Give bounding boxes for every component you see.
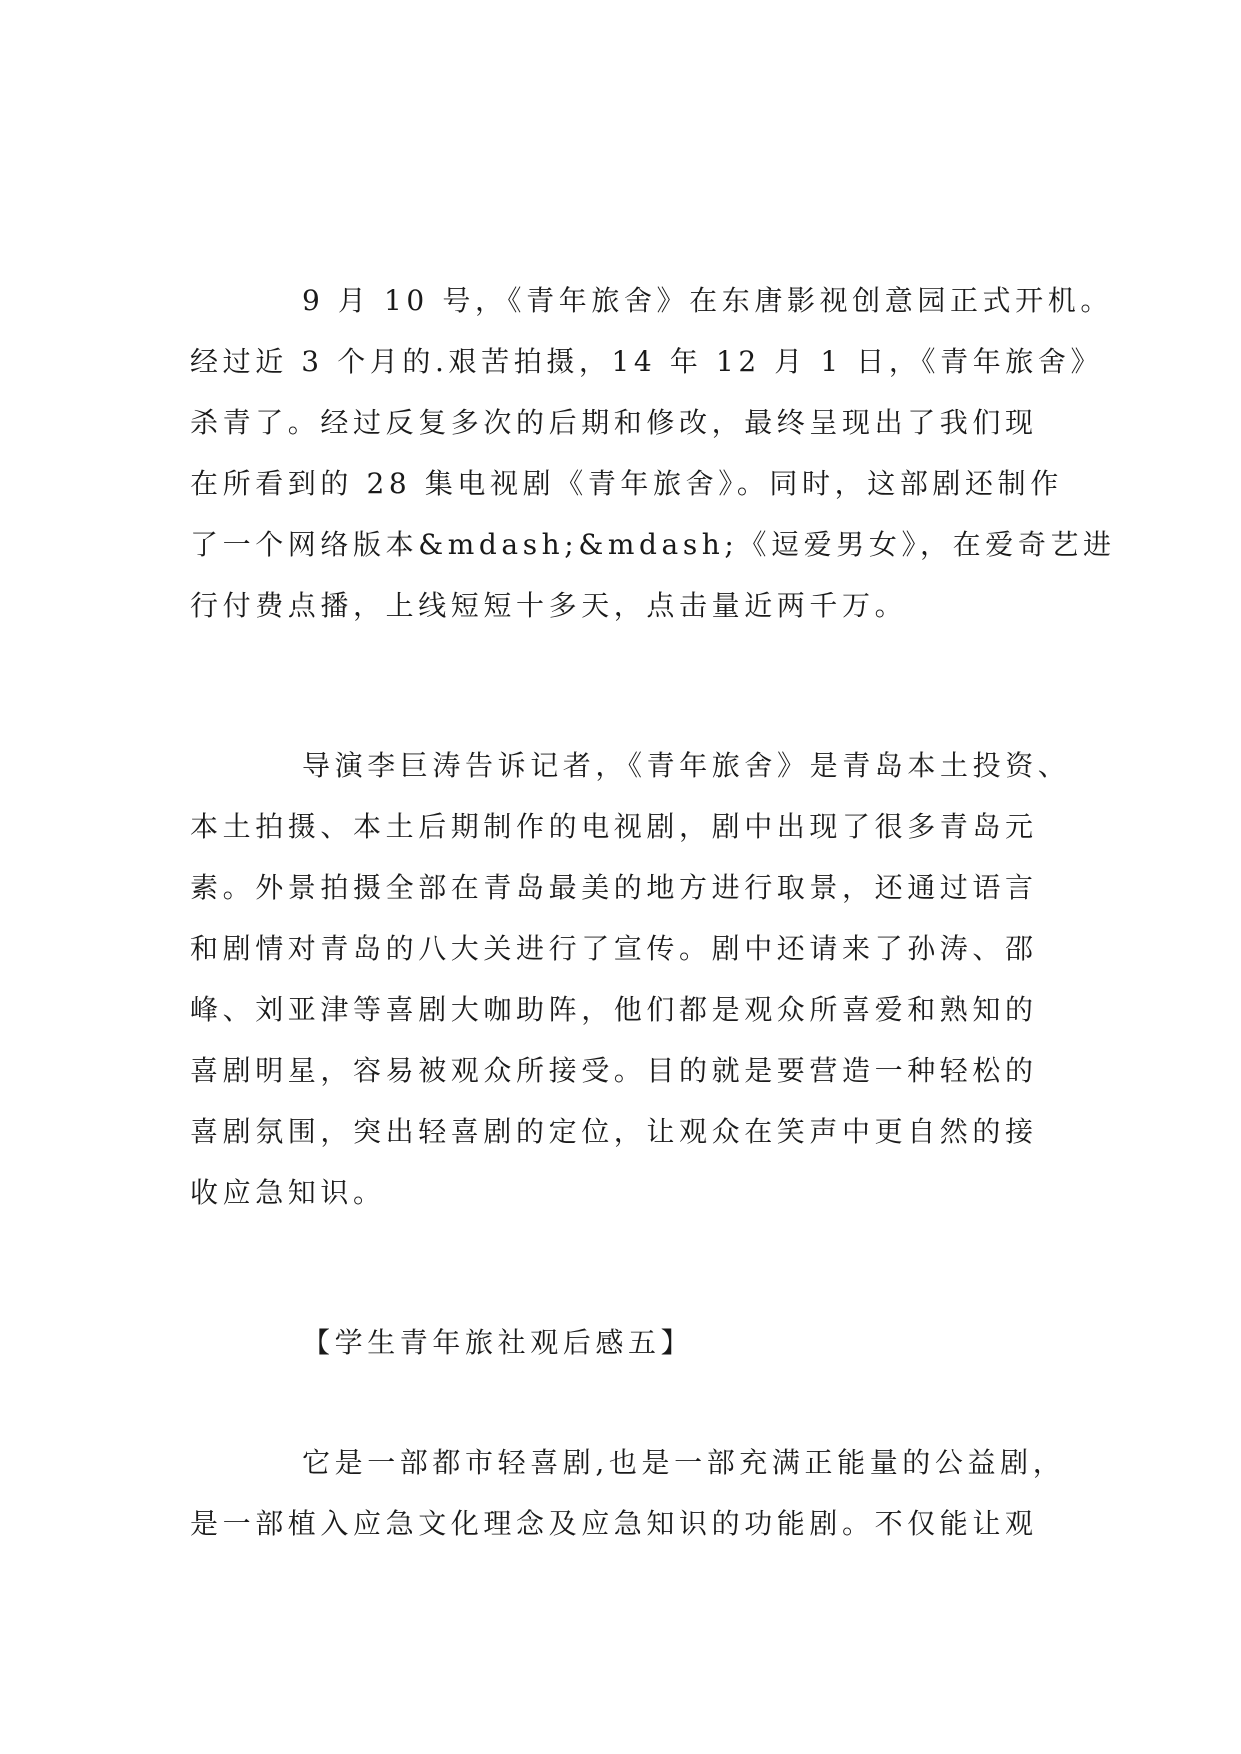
text-line: 是一部植入应急文化理念及应急知识的功能剧。不仅能让观 bbox=[190, 1507, 1038, 1540]
text-line: 峰、刘亚津等喜剧大咖助阵，他们都是观众所喜爱和熟知的 bbox=[190, 993, 1038, 1026]
text-line: 喜剧氛围，突出轻喜剧的定位，让观众在笑声中更自然的接 bbox=[190, 1115, 1038, 1148]
text-line: 行付费点播，上线短短十多天，点击量近两千万。 bbox=[190, 589, 908, 622]
heading-text: 【学生青年旅社观后感五】 bbox=[302, 1326, 694, 1359]
text-line: 它是一部都市轻喜剧,也是一部充满正能量的公益剧， bbox=[302, 1446, 1066, 1479]
text-line: 了一个网络版本&mdash;&mdash;《逗爱男女》，在爱奇艺进 bbox=[190, 528, 1116, 561]
section-heading bbox=[190, 1312, 1050, 1373]
text-line: 和剧情对青岛的八大关进行了宣传。剧中还请来了孙涛、邵 bbox=[190, 932, 1038, 965]
text-line: 喜剧明星，容易被观众所接受。目的就是要营造一种轻松的 bbox=[190, 1054, 1038, 1087]
paragraph-2 bbox=[190, 735, 1071, 1223]
text-line: 收应急知识。 bbox=[190, 1176, 386, 1209]
text-line: 经过近 3 个月的.艰苦拍摄，14 年 12 月 1 日，《青年旅舍》 bbox=[190, 345, 1104, 378]
text-line: 杀青了。经过反复多次的后期和修改，最终呈现出了我们现 bbox=[190, 406, 1038, 439]
text-line: 在所看到的 28 集电视剧《青年旅舍》。同时，这部剧还制作 bbox=[190, 467, 1063, 500]
text-line: 9 月 10 号，《青年旅舍》在东唐影视创意园正式开机。 bbox=[302, 284, 1113, 317]
paragraph-3 bbox=[190, 1432, 1066, 1554]
paragraph-1 bbox=[190, 270, 1116, 636]
text-line: 导演李巨涛告诉记者，《青年旅舍》是青岛本土投资、 bbox=[302, 749, 1071, 782]
text-line: 本土拍摄、本土后期制作的电视剧，剧中出现了很多青岛元 bbox=[190, 810, 1038, 843]
text-line: 素。外景拍摄全部在青岛最美的地方进行取景，还通过语言 bbox=[190, 871, 1038, 904]
